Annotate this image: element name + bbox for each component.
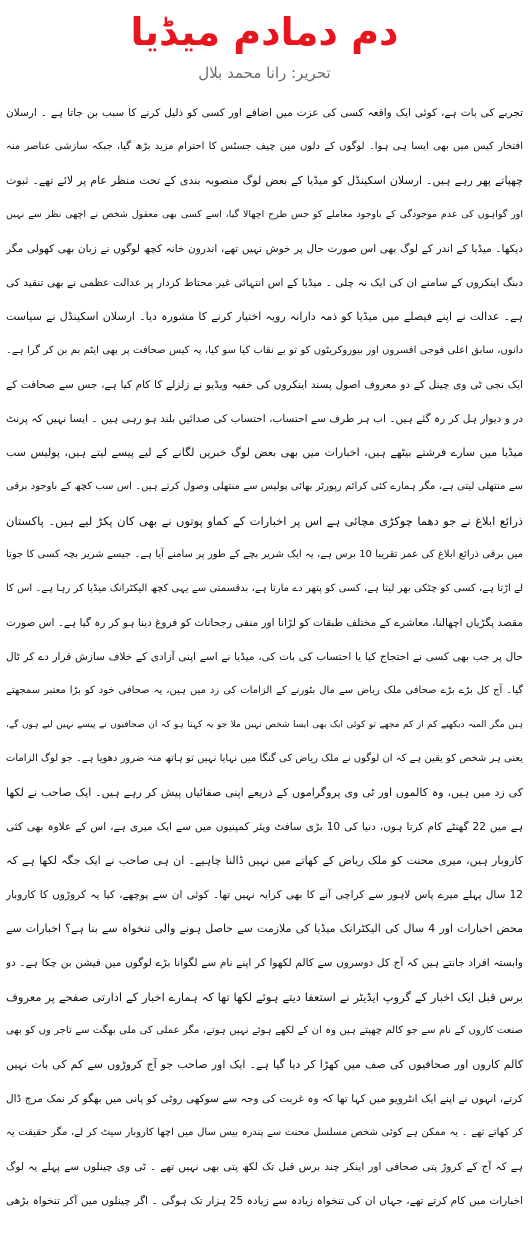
- article-line: وابستہ افراد جانتے ہیں کہ آج کل دوسروں سے کالم لکھوا کر اپنے نام سے لگوانا بڑے لوگوں میں فیشن بن چکا ہے۔ دو: [6, 957, 523, 969]
- article-line: کر کھاتے تھے ۔ یہ ممکن ہے کوئی شخص مسلسل محنت سے پندرہ بیس سال میں اچھا کاروبار سیٹ کر لے، مگر حقیقت یہ: [6, 1127, 523, 1138]
- article-line: دیکھا۔ میڈیا کے اندر کے لوگ بھی اس صورت حال پر خوش نہیں تھے، اندرون خانہ کچھ لوگوں نے زبان بھی کھولی مگر: [6, 243, 523, 255]
- article-line: محض اخبارات اور 4 سال کی الیکٹرانک میڈیا کی ملازمت سے حاصل ہونے والی تنخواہ سے بنا ہے؟ اخبارات سے: [6, 922, 523, 935]
- article-line: مقصد پگڑیاں اچھالنا، معاشرے کے مختلف طبقات کو لڑانا اور منفی رجحانات کو فروغ دینا ہو کر رہ گیا ہے۔ اس صورت: [6, 617, 523, 629]
- article-line: اخبارات میں کام کرتے تھے، جہاں ان کی تنخواہ زیادہ سے زیادہ 25 ہزار تک ہوگی ۔ اگر چینلوں میں آکر تنخواہ بڑھی: [6, 1195, 523, 1207]
- article-line: ہے میں 22 گھنٹے کام کرتا ہوں، دنیا کی 10 بڑی سافٹ ویئر کمپنیوں میں سے ایک میری ہے، اس کے علاوہ بھی کئی: [6, 821, 523, 833]
- article-line: حال پر جب بھی کسی نے احتجاج کیا یا احتساب کی بات کی، میڈیا نے اسے اپنی آزادی کے خلاف سازش قرار دے کر ٹال: [6, 651, 523, 663]
- article-line: اور گواہوں کی عدم موجودگی کے باوجود معاملے کو جس طرح اچھالا گیا، اسے کسی بھی معقول شخص نے اچھی نظر سے نہیں: [6, 209, 523, 220]
- article-line: ایک نجی ٹی وی چینل کے دو معروف اصول پسند اینکروں کی خفیہ ویڈیو نے زلزلے کا کام کیا ہے، جس سے صحافت کے: [6, 379, 523, 391]
- article-line: 12 سال پہلے میرے پاس لاہور سے کراچی آنے کا بھی کرایہ نہیں تھا۔ کوئی ان سے پوچھے، کیا یہ کروڑوں کا کاروبار: [6, 889, 523, 901]
- article-line: دبنگ اینکروں کے سامنے ان کی ایک نہ چلی ۔ میڈیا کے اس انتہائی غیر محتاط کردار پر عدالت عظمی نے بھی تنقید کی: [6, 277, 523, 289]
- article-line: ہیں مگر المیہ دیکھیے کم از کم مجھے تو کوئی ایک بھی ایسا شخص نہیں ملا جو یہ کہتا ہو کہ ان صحافیوں نے پیسے نہیں لیے ہوں گے،: [6, 720, 523, 730]
- article-line: کاروبار ہیں، میری محنت کو ملک ریاض کے کھاتے میں نہیں ڈالنا چاہیے۔ ان ہی صاحب نے ایک جگہ لکھا ہے کہ: [6, 854, 523, 867]
- article-line: ذرائع ابلاغ نے جو دھما چوکڑی مچائی ہے اس پر اخبارات کے کماو پوتوں نے بھی کان پکڑ لیے ہیں۔ پاکستان: [6, 514, 523, 528]
- author-byline: تحریر: رانا محمد بلال: [198, 64, 331, 82]
- article-line: کالم کاروں اور صحافیوں کی صف میں کھڑا کر دیا گیا ہے۔ ایک اور صاحب جو آج کروڑوں سے کم کی بات نہیں: [6, 1058, 523, 1071]
- article-line: میڈیا میں سارے فرشتے بیٹھے ہیں، اخبارات میں بھی بعض لوگ خبریں لگانے کے لیے پیسے لیتے ہیں، پولیس سب: [6, 446, 523, 459]
- article-line: چھپاتے پھر رہے ہیں۔ ارسلان اسکینڈل کو میڈیا کے بعض لوگ منصوبہ بندی کے تحت منظر عام پر لائے تھے۔ ثبوت: [6, 174, 523, 187]
- article-line: افتخار کیس میں بھی ایسا ہی ہوا۔ لوگوں کے دلوں میں چیف جسٹس کا احترام مزید بڑھ گیا، جبکہ سازشی عناصر منہ: [6, 141, 523, 152]
- article-line: دانوں، سابق اعلی فوجی افسروں اور بیوروکریٹوں کو تو بے نقاب کیا سو کیا، یہ کیس صحافت پر بھی ایٹم بم بن کر گرا ہے۔: [6, 345, 523, 356]
- article-line: یعنی ہر شخص کو یقین ہے کہ ان لوگوں نے ملک ریاض کی گنگا میں نہایا نہیں تو ہاتھ منہ ضرور دھویا ہے۔ جو لوگ الزامات: [6, 753, 523, 764]
- article-line: سے منتھلی لیتی ہے، مگر ہمارے کئی کرائم رپورٹر بھائی پولیس سے منتھلی وصول کرتے ہیں۔ اس سب کچھ کے باوجود برقی: [6, 481, 523, 492]
- article-line: گیا۔ آج کل بڑے بڑے صحافی ملک ریاض سے مال بٹورنے کے الزامات کی زد میں ہیں، یہ صحافی خود کو بڑا معتبر سمجھتے: [6, 685, 523, 696]
- article-line: ہے۔ عدالت نے اپنے فیصلے میں میڈیا کو ذمہ دارانہ رویہ اختیار کرنے کا مشورہ دیا۔ ارسلان اسکینڈل نے سیاست: [6, 310, 523, 323]
- article-body: [6, 96, 523, 1218]
- article-line: صنعت کاروں کے نام سے جو کالم چھپتے ہیں وہ ان کے لکھے ہوئے نہیں ہوتے، مگر عملی کی ملی بھگت سے تاجر وں کو بھی: [6, 1025, 523, 1036]
- article-line: لے اڑتا ہے، کسی کو چٹکی بھر لیتا ہے، کسی کو پتھر دے مارتا ہے، بدقسمتی سے یہی کچھ الیکٹرانک میڈیا کر رہا ہے۔ اس کا: [6, 583, 523, 594]
- article-line: میں برقی ذرائع ابلاغ کی عمر تقریبا 10 برس ہے، یہ ایک شریر بچے کے طور پر سامنے آیا ہے۔ جیسے شریر بچہ کسی کا جوتا: [6, 549, 523, 560]
- article-line: تجربے کی بات ہے، کوئی ایک واقعہ کسی کی عزت میں اضافے اور کسی کو ذلیل کرنے کا سبب بن جاتا ہے ۔ ارسلان: [6, 107, 523, 119]
- article-line: کرتے، انہوں نے اپنے ایک انٹرویو میں کہا تھا کہ وہ غربت کی وجہ سے سوکھی روٹی کو پانی میں بھگو کر نمک مرچ ڈال: [6, 1093, 523, 1105]
- article-line: برس قبل ایک اخبار کے گروپ ایڈیٹر نے استعفا دیتے ہوئے لکھا تھا کہ ہمارے اخبار کے ادارتی صفحے پر معروف: [6, 990, 523, 1004]
- article-line: در و دیوار ہل کر رہ گئے ہیں۔ اب ہر طرف سے احتساب، احتساب کی صدائیں بلند ہو رہی ہیں ۔ ایسا نہیں کہ پرنٹ: [6, 413, 523, 425]
- page-title: دم دمادم میڈیا: [130, 10, 399, 54]
- article-line: ہے کہ آج کے کروڑ پتی صحافی اور اینکر چند برس قبل تک لکھ پتی بھی نہیں تھے ۔ ٹی وی چینلوں سے پہلے یہ لوگ: [6, 1161, 523, 1173]
- article-line: کی زد میں ہیں، وہ کالموں اور ٹی وی پروگراموں کے ذریعے اپنی صفائیاں پیش کر رہے ہیں۔ ایک صاحب نے لکھا: [6, 786, 523, 799]
